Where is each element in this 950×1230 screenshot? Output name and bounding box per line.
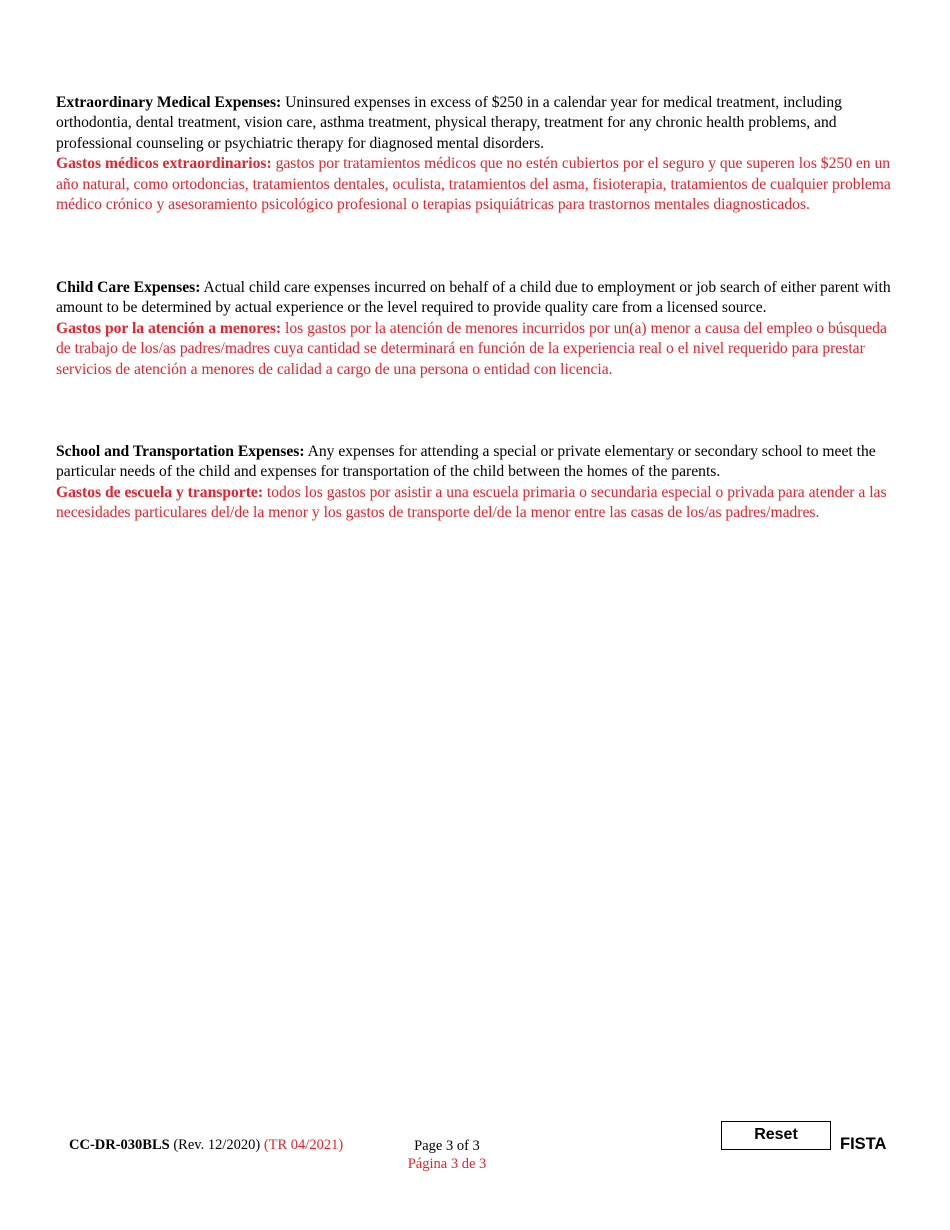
spanish-text: todos los gastos por asistir a una escuela primaria o secundaria especial o privada para atender a las necesidades particulares del/de la menor y los gastos de transporte del/de la menor entre las casas de los/as padres/madres.	[56, 483, 887, 522]
spanish-heading: Gastos médicos extraordinarios:	[56, 155, 272, 173]
translation-revision: (TR 04/2021)	[263, 1137, 344, 1153]
form-revision: (Rev. 12/2020)	[169, 1137, 264, 1153]
english-text: Uninsured expenses in excess of $250 in a calendar year for medical treatment, including orthodontia, dental treatment, vision care, asthma treatment, physical therapy, treatment for any chronic health problems, and professional counseling or psychiatric therapy for diagnosed mental disorders.	[56, 94, 842, 152]
page-number	[405, 1137, 489, 1173]
spanish-text: los gastos por la atención de menores incurridos por un(a) menor a causa del empleo o búsqueda de trabajo de los/as padres/madres cuya cantidad se determinará en función de la experiencia real o el nivel requerido para prestar servicios de atención a menores de calidad a cargo de una persona o entidad con licencia.	[56, 319, 887, 378]
form-number: CC-DR-030BLS	[69, 1137, 170, 1153]
english-paragraph	[56, 278, 896, 319]
spanish-paragraph	[56, 154, 896, 215]
spanish-text: gastos por tratamientos médicos que no estén cubiertos por el seguro y que superen los $250 en un año natural, como ortodoncias, tratamientos dentales, oculista, tratamientos del asma, fisioterapia, tratamientos de cualquier problema médico crónico y asesoramiento psicológico profesional o terapias psiquiátricas para trastornos mentales diagnosticados.	[56, 155, 891, 214]
page-number-spanish: Página 3 de 3	[407, 1156, 487, 1172]
section-school-transportation-expenses	[56, 442, 896, 524]
spanish-heading: Gastos de escuela y transporte:	[56, 483, 264, 501]
reset-button[interactable]: Reset	[721, 1121, 831, 1150]
english-paragraph	[56, 93, 896, 154]
english-paragraph	[56, 442, 896, 483]
spanish-heading: Gastos por la atención a menores:	[56, 319, 282, 337]
english-text: Any expenses for attending a special or private elementary or secondary school to meet the particular needs of the child and expenses for transportation of the child between the homes of the parents.	[56, 443, 876, 481]
english-heading: Extraordinary Medical Expenses:	[56, 94, 282, 111]
spanish-paragraph	[56, 319, 896, 380]
spanish-paragraph	[56, 483, 896, 524]
page-number-english: Page 3 of 3	[414, 1138, 480, 1154]
english-heading: School and Transportation Expenses:	[56, 443, 305, 460]
english-text: Actual child care expenses incurred on behalf of a child due to employment or job search of either parent with amount to be determined by actual experience or the level required to provide quality care from a licensed source.	[56, 279, 891, 317]
section-medical-expenses	[56, 93, 896, 215]
english-heading: Child Care Expenses:	[56, 279, 201, 296]
fista-label: FISTA	[840, 1135, 887, 1153]
section-child-care-expenses	[56, 278, 896, 380]
form-identifier	[69, 1137, 343, 1154]
